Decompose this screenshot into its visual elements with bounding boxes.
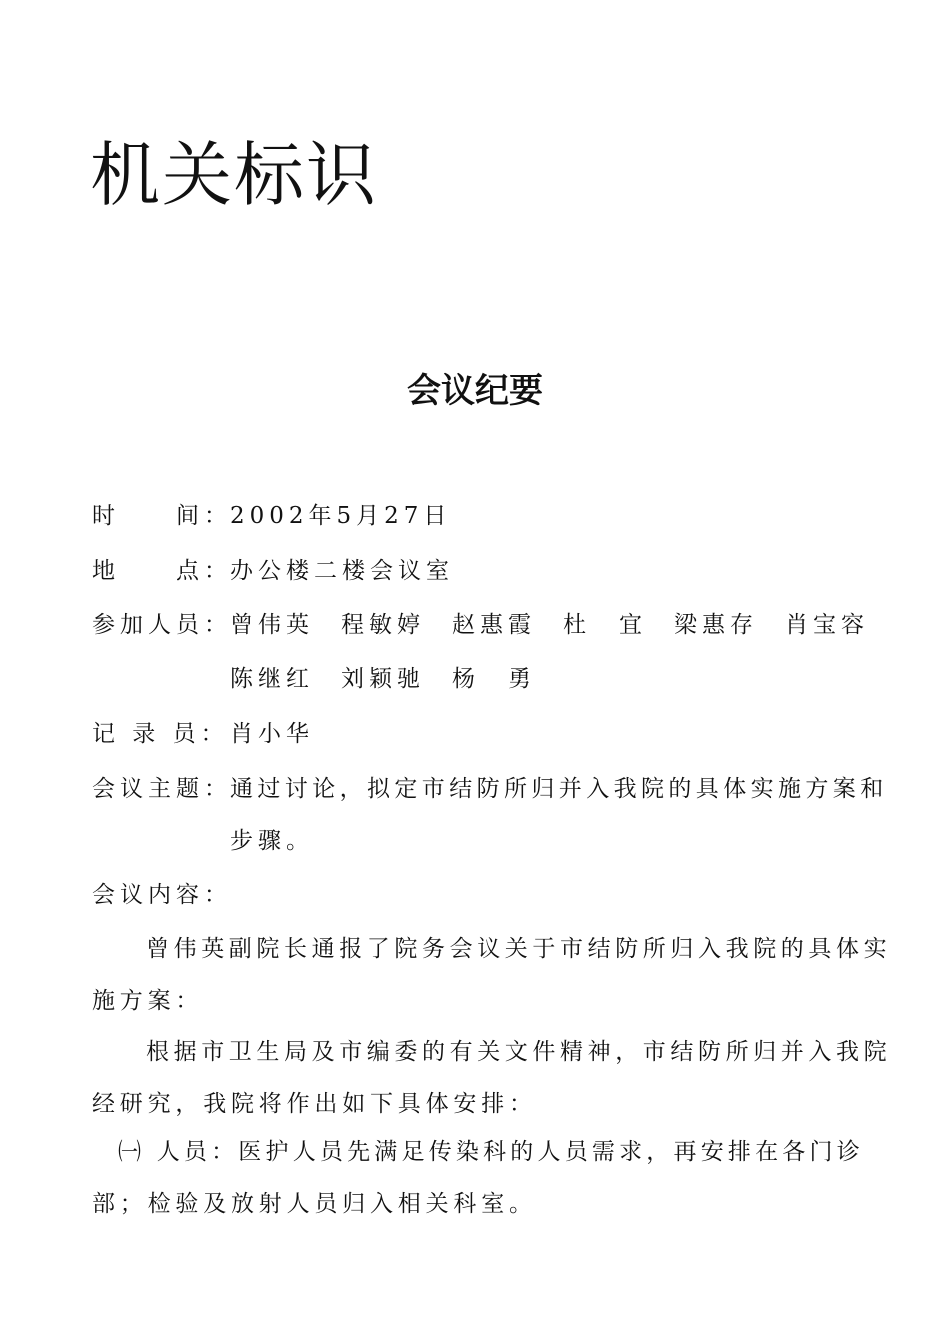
- attendee: 赵惠霞: [452, 612, 536, 638]
- topic-line-1: 通过讨论，拟定市结防所归并入我院的具体实施方案和: [230, 776, 888, 802]
- place-value: 办公楼二楼会议室: [230, 558, 454, 584]
- time-value: 2002年5月27日: [230, 503, 452, 529]
- document-title: 会议纪要: [407, 371, 543, 411]
- time-label: 时 间：: [92, 503, 232, 529]
- attendee: 程敏婷: [341, 612, 425, 638]
- attendee: 曾伟英: [230, 612, 314, 638]
- recorder-label: 记 录 员：: [92, 721, 229, 747]
- attendee: 肖宝容: [785, 612, 869, 638]
- attendee: 刘颖驰: [341, 666, 425, 692]
- topic-line-2: 步骤。: [230, 828, 314, 854]
- attendees-line-2: [230, 668, 536, 691]
- paragraph-1-line-1: 曾伟英副院长通报了院务会议关于市结防所归入我院的具体实: [146, 936, 892, 962]
- attendees-label: 参加人员：: [92, 612, 232, 638]
- content-label: 会议内容：: [92, 882, 232, 908]
- recorder-value: 肖小华: [230, 721, 314, 747]
- attendee: 杨 勇: [452, 666, 536, 692]
- item-1-line-1: ㈠ 人员：医护人员先满足传染科的人员需求，再安排在各门诊: [118, 1139, 864, 1165]
- paragraph-1-line-2: 施方案：: [92, 988, 204, 1014]
- attendee: 陈继红: [230, 666, 314, 692]
- attendee: 杜 宜: [563, 612, 647, 638]
- topic-label: 会议主题：: [92, 776, 232, 802]
- paragraph-2-line-2: 经研究，我院将作出如下具体安排：: [92, 1091, 537, 1117]
- place-label: 地 点：: [92, 558, 232, 584]
- organization-mark: 机关标识: [90, 134, 378, 216]
- item-1-line-2: 部；检验及放射人员归入相关科室。: [92, 1191, 537, 1217]
- attendees-line-1: [230, 614, 869, 637]
- attendee: 梁惠存: [674, 612, 758, 638]
- paragraph-2-line-1: 根据市卫生局及市编委的有关文件精神，市结防所归并入我院: [146, 1039, 892, 1065]
